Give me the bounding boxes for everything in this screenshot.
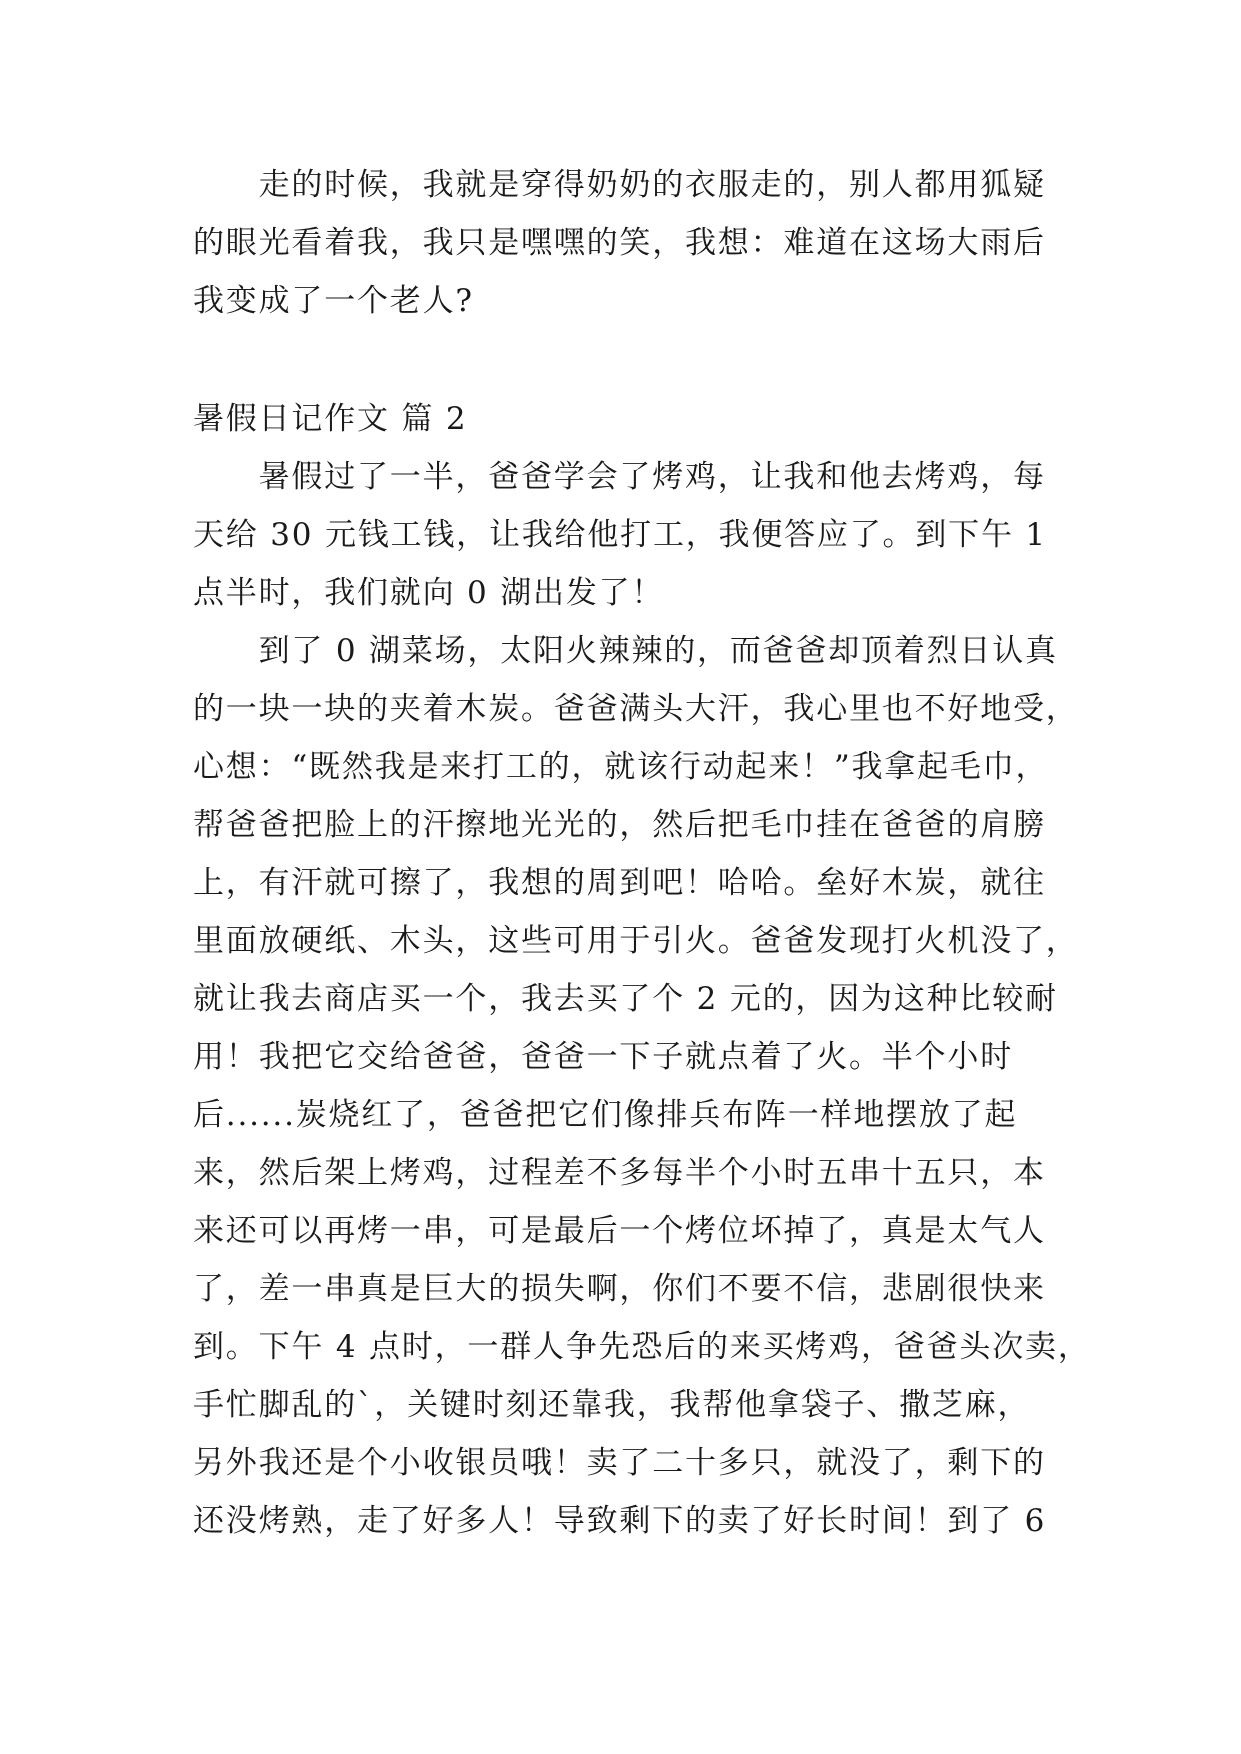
text-line: 暑假过了一半，爸爸学会了烤鸡，让我和他去烤鸡，每 bbox=[193, 459, 1046, 495]
text-line: 另外我还是个小收银员哦！卖了二十多只，就没了，剩下的 bbox=[193, 1445, 1046, 1481]
text-line: 的眼光看着我，我只是嘿嘿的笑，我想：难道在这场大雨后 bbox=[193, 225, 1046, 261]
text-line: 用！我把它交给爸爸，爸爸一下子就点着了火。半个小时 bbox=[193, 1039, 1013, 1075]
text-line: 走的时候，我就是穿得奶奶的衣服走的，别人都用狐疑 bbox=[193, 167, 1046, 203]
text-line: 后......炭烧红了，爸爸把它们像排兵布阵一样地摆放了起 bbox=[193, 1097, 1018, 1133]
section-title: 暑假日记作文 篇 2 bbox=[193, 401, 468, 437]
text-line: 来，然后架上烤鸡，过程差不多每半个小时五串十五只，本 bbox=[193, 1155, 1046, 1191]
text-line: 上，有汗就可擦了，我想的周到吧！哈哈。垒好木炭，就往 bbox=[193, 865, 1046, 901]
text-line: 我变成了一个老人? bbox=[193, 283, 474, 319]
text-line: 心想：“既然我是来打工的，就该行动起来！”我拿起毛巾， bbox=[193, 749, 1049, 785]
text-line: 就让我去商店买一个，我去买了个 2 元的，因为这种比较耐 bbox=[193, 981, 1058, 1017]
text-line: 里面放硬纸、木头，这些可用于引火。爸爸发现打火机没了， bbox=[193, 923, 1079, 959]
text-line: 手忙脚乱的`，关键时刻还靠我，我帮他拿袋子、撒芝麻， bbox=[193, 1387, 1031, 1423]
text-line: 还没烤熟，走了好多人！导致剩下的卖了好长时间！到了 6 bbox=[193, 1503, 1047, 1539]
text-line: 了，差一串真是巨大的损失啊，你们不要不信，悲剧很快来 bbox=[193, 1271, 1046, 1307]
text-line: 到了 0 湖菜场，太阳火辣辣的，而爸爸却顶着烈日认真 bbox=[193, 633, 1058, 669]
text-line: 天给 30 元钱工钱，让我给他打工，我便答应了。到下午 1 bbox=[193, 517, 1047, 553]
text-line: 的一块一块的夹着木炭。爸爸满头大汗，我心里也不好地受， bbox=[193, 691, 1079, 727]
text-line: 点半时，我们就向 0 湖出发了！ bbox=[193, 575, 665, 611]
text-line: 帮爸爸把脸上的汗擦地光光的，然后把毛巾挂在爸爸的肩膀 bbox=[193, 807, 1046, 843]
text-line: 到。下午 4 点时，一群人争先恐后的来买烤鸡，爸爸头次卖， bbox=[193, 1329, 1091, 1365]
text-line: 来还可以再烤一串，可是最后一个烤位坏掉了，真是太气人 bbox=[193, 1213, 1046, 1249]
